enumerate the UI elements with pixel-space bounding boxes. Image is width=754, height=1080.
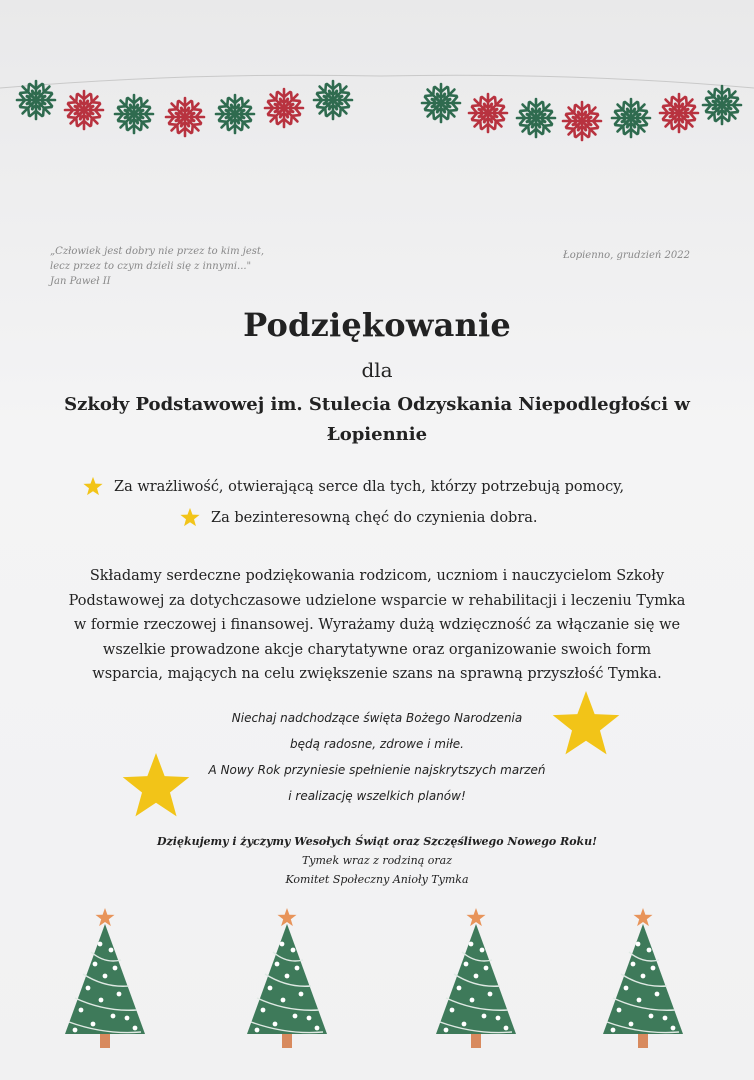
tree-ornament [663, 1016, 668, 1021]
reason-item [179, 507, 538, 529]
tree-trunk [282, 1032, 292, 1048]
tree-ornament [617, 1008, 622, 1013]
tree-ornament [93, 962, 98, 967]
tree-ornament [99, 998, 104, 1003]
tree-ornament [268, 986, 273, 991]
tree-ornament [444, 1028, 449, 1033]
tree-ornament [307, 1016, 312, 1021]
tree-star-icon [467, 908, 486, 926]
snowflake-icon [466, 91, 510, 135]
reason-text: Za bezinteresowną chęć do czynienia dobra. [211, 510, 538, 526]
tree-ornament [315, 1026, 320, 1031]
tree-ornament [470, 998, 475, 1003]
tree-star-icon [634, 908, 653, 926]
snowflake-icon [262, 86, 306, 130]
christmas-tree-icon [593, 904, 693, 1054]
snowflake-icon [62, 88, 106, 132]
tree-ornament [79, 1008, 84, 1013]
tree-ornament [636, 942, 641, 947]
wish-line: Niechaj nadchodzące święta Bożego Narodzenia [231, 711, 523, 725]
tree-ornament [631, 962, 636, 967]
tree-ornament [671, 1026, 676, 1031]
tree-ornament [450, 1008, 455, 1013]
christmas-tree-icon [237, 904, 337, 1054]
recipient-line-1: Szkoły Podstawowej im. Stulecia Odzyskania Niepodległości w [64, 394, 690, 415]
tree-ornament [462, 1022, 467, 1027]
snowflake-icon [609, 96, 653, 140]
tree-ornament [482, 1014, 487, 1019]
closing-block [0, 832, 754, 889]
quote-line-2: lecz przez to czym dzieli się z innymi..." [50, 261, 252, 272]
wish-line: A Nowy Rok przyniesie spełnienie najskrytszych marzeń [208, 763, 546, 777]
tree-ornament [474, 974, 479, 979]
recipient-line-2: Łopiennie [326, 424, 428, 445]
tree-ornament [111, 1014, 116, 1019]
tree-ornament [281, 998, 286, 1003]
tree-ornament [86, 986, 91, 991]
tree-ornament [611, 1028, 616, 1033]
tree-ornament [457, 986, 462, 991]
tree-ornament [480, 948, 485, 953]
tree-ornament [261, 1008, 266, 1013]
tree-star-icon [278, 908, 297, 926]
closing-from-line-1: Tymek wraz z rodziną oraz [301, 854, 453, 867]
tree-ornament [624, 986, 629, 991]
snowflake-icon [163, 95, 207, 139]
tree-ornament [113, 966, 118, 971]
star-icon [179, 507, 201, 529]
tree-ornament [293, 1014, 298, 1019]
tree-ornament [98, 942, 103, 947]
tree-ornament [496, 1016, 501, 1021]
quote-line-1: „Człowiek jest dobry nie przez to kim jest, [50, 246, 265, 257]
tree-ornament [291, 948, 296, 953]
tree-ornament [117, 992, 122, 997]
tree-ornament [295, 966, 300, 971]
tree-ornament [255, 1028, 260, 1033]
tree-ornament [641, 974, 646, 979]
wishes-block [0, 705, 754, 809]
quote-block [50, 244, 264, 289]
christmas-tree-icon [426, 904, 526, 1054]
body-line: w formie rzeczowej i finansowej. Wyrażamy dużą wdzięczność za włączanie się we [73, 617, 681, 633]
body-line: Podstawowej za dotychczasowe udzielone wsparcie w rehabilitacji i leczeniu Tymka [68, 592, 686, 609]
tree-ornament [275, 962, 280, 967]
place-date: Łopienno, grudzień 2022 [563, 250, 690, 261]
body-line: wszelkie prowadzone akcje charytatywne oraz organizowanie swoich form [102, 641, 652, 658]
star-icon [82, 476, 104, 498]
tree-ornament [299, 992, 304, 997]
tree-trunk [638, 1032, 648, 1048]
tree-ornament [488, 992, 493, 997]
tree-ornament [285, 974, 290, 979]
tree-trunk [471, 1032, 481, 1048]
tree-ornament [649, 1014, 654, 1019]
tree-ornament [103, 974, 108, 979]
tree-ornament [629, 1022, 634, 1027]
tree-trunk [100, 1032, 110, 1048]
snowflake-icon [514, 96, 558, 140]
closing-thanks: Dziękujemy i życzymy Wesołych Świąt oraz Szczęśliwego Nowego Roku! [156, 835, 598, 848]
wish-line: i realizację wszelkich planów! [288, 789, 466, 803]
tree-ornament [647, 948, 652, 953]
tree-ornament [91, 1022, 96, 1027]
tree-body [436, 924, 516, 1034]
body-line: wsparcia, mających na celu zwiększenie szans na sprawną przyszłość Tymka. [92, 666, 662, 682]
snowflake-icon [311, 78, 355, 122]
tree-ornament [73, 1028, 78, 1033]
tree-ornament [125, 1016, 130, 1021]
tree-star-icon [96, 908, 115, 926]
snowflake-icon [560, 99, 604, 143]
body-line: Składamy serdeczne podziękowania rodzicom, uczniom i nauczycielom Szkoły [89, 568, 665, 584]
tree-body [603, 924, 683, 1034]
tree-ornament [280, 942, 285, 947]
snowflake-icon [700, 83, 744, 127]
recipient-name [40, 390, 714, 450]
tree-ornament [464, 962, 469, 967]
subtitle-for: dla [361, 358, 393, 382]
quote-author: Jan Paweł II [50, 276, 111, 287]
snowflake-icon [14, 78, 58, 122]
tree-ornament [637, 998, 642, 1003]
reason-item [82, 476, 624, 498]
snowflake-icon [419, 81, 463, 125]
body-paragraph [50, 564, 704, 687]
closing-from-line-2: Komitet Społeczny Anioły Tymka [285, 873, 469, 886]
tree-body [247, 924, 327, 1034]
snowflake-icon [657, 91, 701, 135]
snowflake-icon [213, 92, 257, 136]
tree-ornament [469, 942, 474, 947]
star-icon [548, 690, 624, 762]
tree-ornament [651, 966, 656, 971]
wish-line: będą radosne, zdrowe i miłe. [290, 737, 464, 751]
tree-body [65, 924, 145, 1034]
snowflake-icon [112, 92, 156, 136]
tree-ornament [484, 966, 489, 971]
tree-ornament [655, 992, 660, 997]
tree-ornament [504, 1026, 509, 1031]
christmas-tree-icon [55, 904, 155, 1054]
reason-text: Za wrażliwość, otwierającą serce dla tych, którzy potrzebują pomocy, [114, 479, 625, 495]
tree-ornament [273, 1022, 278, 1027]
star-icon [118, 752, 194, 824]
tree-ornament [109, 948, 114, 953]
page-title: Podziękowanie [243, 306, 511, 344]
tree-ornament [133, 1026, 138, 1031]
